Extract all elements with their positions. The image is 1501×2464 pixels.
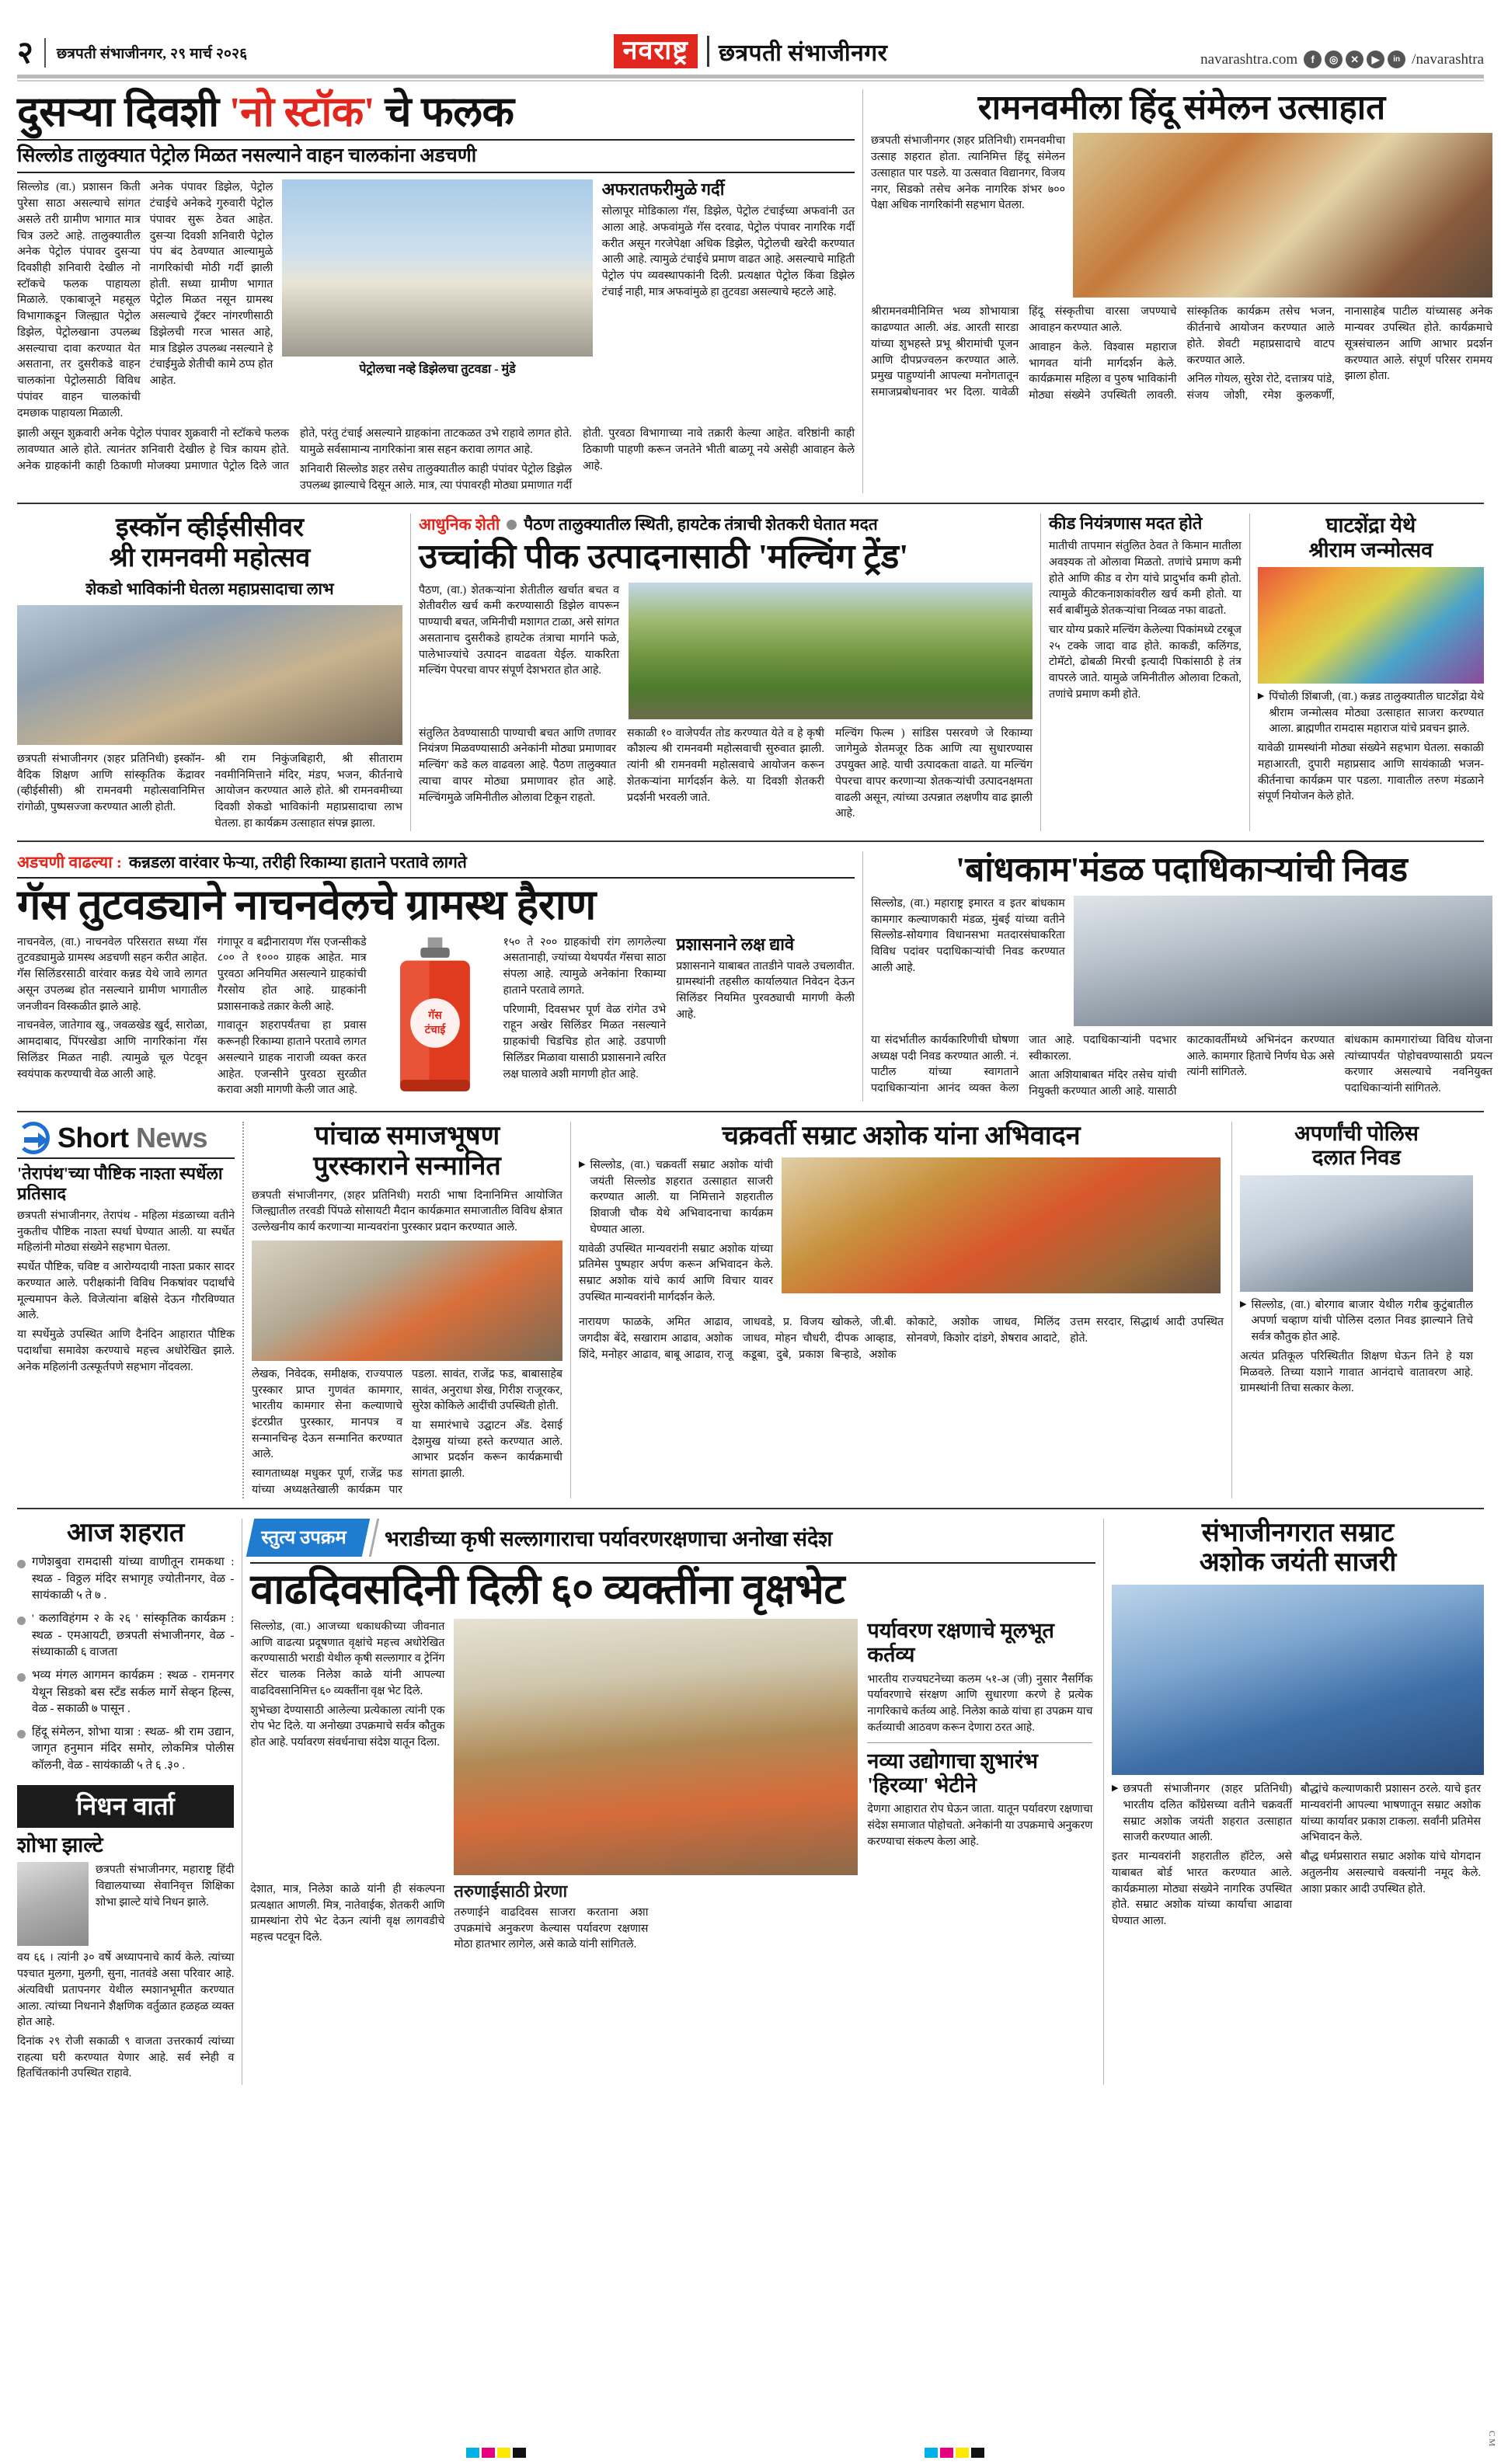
ramnavami-story — [871, 89, 1492, 493]
svg-text:टंचाई: टंचाई — [424, 1024, 445, 1037]
shortnews-column — [17, 1122, 235, 1498]
badge-slash-divider — [369, 1519, 379, 1557]
ashok-headline: चक्रवर्ती सम्राट अशोक यांना अभिवादन — [722, 1122, 1081, 1151]
edition-city: छत्रपती संभाजीनगर — [718, 40, 888, 66]
aparna-body — [1240, 1349, 1473, 1397]
mulching-field-photo — [629, 583, 1033, 719]
today-item-text: ' कलाविहंगम २ के २६ ' सांस्कृतिक कार्यक्रम : स्थळ - एमआयटी, छत्रपती संभाजीनगर, वेळ - संध्याकाळी ६ वाजता — [32, 1613, 235, 1658]
tree-headline: वाढदिवसदिनी दिली ६० व्यक्तींना वृक्षभेट — [250, 1565, 845, 1613]
lead-sidebar-heading: अफरातफरीमुळे गर्दी — [601, 179, 725, 200]
masthead-rule-thick — [17, 75, 1484, 78]
tree-para: तरुणाईने वाढदिवस साजरा करताना अशा उपक्रमांचे अनुकरण केल्यास पर्यावरण रक्षणास मोठा हातभार लागेल, असे काळे यांनी सांगितले. — [454, 1905, 649, 1951]
gas-para: गावातून शहरापर्यंतचा हा प्रवास करूनही रिकाम्या हाताने परतावे लागत असल्याने ग्राहक नाराजी व्यक्त करत आहेत. एजन्सीने पुरवठा सुरळीत करावा अशी मागणी केली जात आहे. — [217, 1019, 367, 1097]
svg-text:गॅस: गॅस — [427, 1009, 442, 1022]
iskcon-headline-1: इस्कॉन व्हीईसीसीवर — [116, 513, 304, 543]
reg-yellow — [956, 2448, 969, 2458]
iskcon-para: छत्रपती संभाजीनगर (शहर प्रतिनिधी) इस्कॉन-वैदिक शिक्षण आणि सांस्कृतिक केंद्रावर (व्हीईसीसी) श्री रामनवमी महोत्सवानिमित्त रांगोळी, पुष्पसज्जा करण्यात आली होती. — [17, 752, 205, 813]
gas-para: परिणामी, दिवसभर पूर्ण वेळ रांगेत उभे राहून अखेर सिलिंडर मिळत नसल्याने ग्राहकांची चिडचिड होत आहे. उडपाणी सिलिंडर मिळावा यासाठी प्रशासनाने त्वरित लक्ष घालावे अशी मागणी होत आहे. — [503, 1003, 667, 1081]
mulching-para: संतुलित ठेवण्यासाठी पाण्याची बचत आणि तणावर नियंत्रण मिळवण्यासाठी अनेकांनी मोठ्या प्रमाणावर मल्चिंग' कडे कल वाढवला आहे. पैठण तालुक्यात त्याचा वापर मोठ्या प्रमाणावर होत आहे. मल्चिंगमुळे जमिनीतील ओलावा टिकून राहतो. — [419, 726, 616, 804]
bandhkam-body-bottom — [871, 1032, 1492, 1100]
row-shortnews — [12, 1122, 1489, 1498]
column-separator-dotted — [242, 1122, 244, 1498]
today-list-item — [17, 1554, 234, 1604]
panchal-lead — [252, 1188, 562, 1236]
shortnews-body — [17, 1208, 235, 1375]
sambhaji-para: बौद्ध धर्मप्रसारात सम्राट अशोक यांचे योगदान अतुलनीय असल्याचे वक्त्यांनी नमूद केले. आशा प्रकार आदी उपस्थित होते. — [1301, 1850, 1482, 1895]
today-list-item — [17, 1611, 234, 1661]
sambhaji-byline-row — [1112, 1781, 1292, 1846]
lead-headline — [17, 89, 855, 134]
tree-para: देणगा आहारात रोप घेऊन जाता. यातून पर्यावरण रक्षणाचा संदेश समाजात पोहोचतो. अनेकांनी या उपक्रमाचे अनुकरण करण्याचा संकल्प केला आहे. — [867, 1803, 1093, 1848]
panchal-body — [252, 1366, 562, 1498]
panchal-para: लेखक, निवेदक, समीक्षक, राज्यपाल पुरस्कार प्राप्त गुणवंत कामगार, भारतीय कामगार सेना कल्याणाचे इंटरप्रीत पुरस्कार, मानपत्र व सन्मानचिन्ह देऊन सन्मानित करण्यात आले. — [252, 1367, 402, 1461]
mulching-body-bottom — [419, 726, 1033, 822]
bandhkam-para: बांधकाम कामगारांच्या विविध योजना त्यांच्यापर्यंत पोहोचवण्यासाठी प्रयत्न करणार असल्याचे नवनियुक्त पदाधिकाऱ्यांनी सांगितले. — [1344, 1033, 1492, 1095]
gas-side-heading: प्रशासनाने लक्ष द्यावे — [676, 934, 795, 954]
today-list-item — [17, 1724, 234, 1774]
gas-para: १५० ते २०० ग्राहकांची रांग लागलेल्या असतानाही, ज्यांच्या येथपर्यंत गॅसचा साठा संपला आहे. त्यामुळे अनेकांना रिकाम्या हाताने परतावे लागते. — [503, 935, 667, 997]
shortnews-para: या स्पर्धेमुळे उपस्थित आणि दैनंदिन आहारात पौष्टिक पदार्थांचा समावेश करण्याचे महत्त्व अधोरेखित झाले. अनेक महिलांनी उत्स्फूर्तपणे सहभाग नोंदवला. — [17, 1328, 235, 1373]
keed-story — [1049, 513, 1242, 831]
tree-badge — [246, 1519, 371, 1557]
ashok-body-bottom — [579, 1314, 1224, 1363]
obituary-name: शोभा झाल्टे — [17, 1832, 103, 1857]
ashok-jayanti-photo — [782, 1157, 1221, 1293]
gas-cylinder-block — [377, 934, 493, 1101]
lead-petrol-story — [17, 89, 855, 493]
x-twitter-icon[interactable]: ✕ — [1346, 50, 1363, 68]
ashok-para: ▶ सिल्लोड, (वा.) चक्रवर्ती सम्राट अशोक यांची जयंती सिल्लोड शहरात उत्साहात साजरी करण्यात आली. या निमित्ताने शहरातील शिवाजी चौक येथे अभिवादनाचा कार्यक्रम घेण्यात आला. — [590, 1158, 773, 1236]
mulching-para: मल्चिंग फिल्म ) सांडिस पसरवणे जे रिकाम्या जागेमुळे शेतमजूर ठिक आणि त्या सुधारण्यास उपयुक्त आहे. याची उत्पादकता वाढते. या मल्चिंग पेपरचा वापर करणाऱ्या शेतकऱ्यांची उत्पादनक्षमता वाढली असून, त्यांच्या उत्पन्नात लक्षणीय वाढ झाली आहे. — [835, 726, 1033, 820]
mulching-para: पैठण, (वा.) शेतकऱ्यांना शेतीतील खर्चात बचत व शेतीवरील खर्च कमी करण्यासाठी डिझेल वापरून पाण्याची बचत, जमिनीची मशागत टाळा, असे सांगत असतानाच दुसरीकडे हायटेक तंत्राचा मार्गाने फळे, पालेभाज्यांचे उत्पादन वाढवता येईल. याकरिता मल्चिंग पेपरचा वापर संपूर्ण देशभरात होत आहे. — [419, 583, 619, 677]
sambhaji-col-2 — [1301, 1781, 1481, 1933]
ghatshendra-para: ▶ पिंचोली शिंबाजी, (वा.) कन्नड तालुक्यातील घाटशेंद्रा येथे श्रीराम जन्मोत्सव मोठ्या उत्साहात साजरा करण्यात आला. ब्राह्मणीत रामदास महाराज यांचे प्रवचन झाले. — [1269, 690, 1484, 736]
iskcon-story — [17, 513, 402, 831]
shortnews-para: छत्रपती संभाजीनगर, तेरापंथ - महिला मंडळाच्या वतीने नुकतीच पौष्टिक नाश्ता स्पर्धा घेण्यात आली. या स्पर्धेत महिलांनी मोठ्या संख्येने सहभाग घेतला. — [17, 1209, 235, 1255]
website-url[interactable]: navarashtra.com — [1200, 50, 1298, 68]
reg-magenta — [940, 2448, 953, 2458]
tree-sub3-block — [454, 1881, 648, 1956]
keed-heading: कीड नियंत्रणास मदत होते — [1049, 513, 1203, 534]
edition-date: छत्रपती संभाजीनगर, २९ मार्च २०२६ — [56, 46, 248, 62]
aparna-byline-row — [1240, 1297, 1473, 1345]
lead-para: सिल्लोड (वा.) प्रशासन किती पुरेसा साठा असल्याचे सांगत असले तरी ग्रामीण भागात मात्र चित्र उलटे आहे. तालुक्यातील अनेक पेट्रोल पंपावर दुसऱ्या दिवशीही शनिवारी देखील नो स्टॉकचे फलक पाहायला मिळाले. एकाबाजूने महसूल विभागाकडून जिल्ह्यात पेट्रोल डिझेल, पेट्रोलखाना उपलब्ध असल्याचा दावा करण्यात येत असताना, तर दुसरीकडे वाहन चालकांना पेट्रोलसाठी विविध पंपांवर वाहन चालकांची दमछाक पाहायला मिळाली. — [17, 181, 141, 419]
obituary-heading: निधन वार्ता — [17, 1785, 234, 1828]
sambhaji-para: बौद्धांचे कल्याणकारी प्रशासन ठरले. याचे इतर मान्यवरांनी आपल्या भाषणातून सम्राट अशोक यांच्या कार्यावर प्रकाश टाकला. सर्वांनी प्रतिमेस अभिवादन केले. — [1301, 1783, 1482, 1844]
ramnavami-para: आवाहन केले. विश्वास महाराज भागवत यांनी मार्गदर्शन केले. कार्यक्रमास महिला व पुरुष भाविकांनी मोठ्या संख्येने उपस्थिती लावली. सांस्कृतिक कार्यक्रम तसेच भजन, कीर्तनाचे आयोजन करण्यात आले होते. शेवटी महाप्रसादाचे वाटप करण्यात आले. — [1029, 305, 1335, 402]
ramnavami-para: छत्रपती संभाजीनगर (शहर प्रतिनिधी) रामनवमीचा उत्साह शहरात होता. त्यानिमित्त हिंदू संमेलन उत्साहात पार पडले. या उत्सवात विद्यानगर, विजय नगर, सिडको तसेच अनेक नागरिक शंभर ७०० पेक्षा अधिक नागरिकांनी सहभाग घेतला. — [871, 134, 1065, 212]
gas-story — [17, 851, 855, 1101]
ramnavami-body-left — [871, 133, 1065, 298]
press-mark-label: CM — [1487, 2430, 1496, 2448]
sambhaji-col-1 — [1112, 1781, 1292, 1933]
aparna-police-photo — [1240, 1175, 1473, 1292]
gas-col-1 — [17, 934, 207, 1101]
masthead — [12, 14, 1489, 68]
ghatshendra-story — [1258, 513, 1484, 831]
registration-marks-right — [925, 2448, 984, 2458]
masthead-rule-thin — [17, 80, 1484, 82]
obituary-body-top — [96, 1862, 234, 1946]
obituary-body — [17, 1950, 234, 2082]
iskcon-hall-photo — [17, 605, 402, 745]
reg-black — [513, 2448, 526, 2458]
panchal-para: छत्रपती संभाजीनगर, (शहर प्रतिनिधी) मराठी भाषा दिनानिमित्त आयोजित जिल्ह्यातील तरवडी पिंपळे सोसायटी मैदान कार्यक्रमात समाजातील विविध क्षेत्रात उल्लेखनीय कार्य करणाऱ्या मान्यवरांना पुरस्कार प्रदान करण्यात आले. — [252, 1188, 562, 1234]
iskcon-deck: शेकडो भाविकांनी घेतला महाप्रसादाचा लाभ — [85, 579, 334, 598]
tree-badge-text: स्तुत्य उपक्रम — [261, 1527, 347, 1548]
today-heading: आज शहरात — [66, 1518, 185, 1547]
petrol-pump-photo — [282, 179, 592, 357]
lead-body-left — [17, 179, 273, 421]
today-list — [17, 1554, 234, 1774]
gas-headline: गॅस तुटवड्याने नाचनवेलचे ग्रामस्थ हैराण — [17, 882, 596, 929]
section-divider — [17, 503, 1484, 504]
bandhkam-para: सिल्लोड, (वा.) महाराष्ट्र इमारत व इतर बांधकाम कामगार कल्याणकारी मंडळ, मुंबई यांच्या वतीने सिल्लोड-सोयगाव विधानसभा मतदारसंघाकरिता विविध पदांवर पदाधिकाऱ्यांची निवड करण्यात आली आहे. — [871, 896, 1065, 974]
shortnews-logo — [17, 1122, 235, 1154]
gas-para: नाचनवेल, जातेगाव खु., जवळखेड खुर्द, सारोळा, आमदाबाद, पिंपरखेडा आणि नागरिकांना गॅस सिलिंडर मिळत नाही. त्यामुळे चूल पेटवून स्वयंपाक करण्याची वेळ आली आहे. — [17, 1019, 207, 1081]
tree-para: सिल्लोड, (वा.) आजच्या धकाधकीच्या जीवनात आणि वाढत्या प्रदूषणात वृक्षांचे महत्त्व अधोरेखित करण्यासाठी भराडी येथील कृषी सल्लागार व ट्रेनिंग सेंटर चालक निलेश काळे यांनी आपल्या वाढदिवसानिमित्त ६० व्यक्तींना वृक्ष भेट दिले. — [250, 1620, 445, 1697]
lead-sidebar — [602, 179, 855, 421]
sambhaji-ashok-headline-2: अशोक जयंती साजरी — [1199, 1548, 1397, 1578]
linkedin-icon[interactable]: in — [1388, 50, 1405, 68]
ashok-para: नारायण फाळके, अमित आढाव, जगदीश बेंदे, सखाराम आढाव, अशोक शिंदे, मनोहर आढाव, बाबू आढाव, राजू जाधवडे, प्र. विजय खोकले, जी.बी. जाधव, मोहन चौधरी, दीपक आव्हाड, कडूबा, दुबे, प्रकाश बिऱ्हाडे, अशोक कोकाटे, अशोक जाधव, मिलिंद सोनवणे, किशोर दांडगे, शेषराव आदाटे, उत्तम सरदार, सिद्धार्थ आदी उपस्थित होते. — [579, 1316, 1224, 1361]
facebook-icon[interactable]: f — [1304, 50, 1322, 68]
shortnews-logo-text — [57, 1122, 207, 1154]
masthead-divider — [44, 38, 46, 68]
row-bottom — [12, 1519, 1489, 2086]
rath-procession-photo — [1258, 567, 1484, 684]
gas-para: प्रशासनाने याबाबत तातडीने पावले उचलावीत. ग्रामस्थांनी तहसील कार्यालयात निवेदन देऊन सिलिंडर नियमित पुरवठ्याची मागणी केली आहे. — [676, 959, 855, 1021]
gas-col-3 — [503, 934, 666, 1101]
section-divider — [17, 1508, 1484, 1509]
tree-story — [250, 1519, 1095, 2086]
iskcon-body — [17, 751, 402, 832]
tree-para: देशात, मात्र, निलेश काळे यांनी ही संकल्पना प्रत्यक्षात आणली. मित्र, नातेवाईक, शेतकरी आणि ग्रामस्थांना रोपे भेट देऊन त्यांनी वृक्ष लागवडीचे महत्त्व पटवून दिले. — [250, 1882, 445, 1944]
column-separator — [862, 89, 863, 493]
gas-col-4 — [676, 934, 855, 1101]
tree-photo-block — [454, 1619, 858, 1875]
lead-photo-block — [282, 179, 592, 421]
masthead-left — [17, 37, 614, 68]
ashok-para: यावेळी उपस्थित मान्यवरांनी सम्राट अशोक यांच्या प्रतिमेस पुष्पहार अर्पण करून अभिवादन केले. सम्राट अशोक यांचे कार्य आणि विचार यावर उपस्थित मान्यवरांनी मार्गदर्शन केले. — [579, 1242, 773, 1303]
today-item-text: भव्य मंगल आगमन कार्यक्रम : स्थळ - रामनगर येथून सिडको बस स्टँड सर्कल मार्गे सेव्हन हिल्स, वेळ - सकाळी ७ पासून . — [32, 1669, 235, 1715]
lead-photo-caption: पेट्रोलचा नव्हे डिझेलचा तुटवडा - मुंडे — [359, 363, 516, 377]
page-number: २ — [17, 35, 33, 70]
masthead-right — [887, 50, 1484, 68]
bullet-dot-icon — [17, 1673, 26, 1682]
award-ceremony-photo — [252, 1241, 562, 1361]
ashok-body-left — [579, 1157, 773, 1309]
panchal-story — [252, 1122, 562, 1498]
aparna-headline-2: दलात निवड — [1312, 1146, 1401, 1170]
mulching-headline: उच्चांकी पीक उत्पादनासाठी 'मल्चिंग ट्रेंड' — [419, 538, 909, 576]
gas-cylinder-illustration — [388, 934, 482, 1101]
tree-subhead-2: नव्या उद्योगाचा शुभारंभ 'हिरव्या' भेटीने — [867, 1749, 1039, 1797]
column-separator — [862, 851, 863, 1101]
reg-black — [971, 2448, 984, 2458]
lead-para: शनिवारी सिल्लोड शहर तसेच तालुक्यातील काही पंपांवर पेट्रोल डिझेल उपलब्ध झाल्याचे दिसून आले. मात्र, त्या पंपावरही मोठ्या प्रमाणात गर्दी होती. पुरवठा विभागाच्या नावे तक्रारी केल्या आहेत. वरिष्ठांनी काही ठिकाणी पाहणी करून जनतेने भीती बाळगू नये असेही आवाहन केले आहे. — [300, 427, 855, 492]
column-separator — [1231, 1122, 1232, 1498]
iskcon-para: श्री राम निकुंजबिहारी, श्री सीताराम नवमीनिमित्ताने मंदिर, मंडप, भजन, कीर्तनाचे आयोजन करण्यात आले होते. श्री रामनवमीच्या दिवशी शेकडो भाविकांनी महाप्रसादाचा लाभ घेतला. हा कार्यक्रम उत्साहात संपन्न झाला. — [214, 752, 402, 830]
lead-para: झाली असून शुक्रवारी अनेक पेट्रोल पंपावर शुक्रवारी नो स्टॉकचे फलक लावण्यात आले होते. त्यानंतर शनिवारी देखील हे चित्र कायम होते. अनेक ग्राहकांनी काही ठिकाणी मोजक्या प्रमाणात पेट्रोल दिले जात होते, परंतु टंचाई असल्याने ग्राहकांना ताटकळत उभे राहावे लागत होते. यामुळे सर्वसामान्य नागरिकांना त्रास सहन करावा लागत आहे. — [17, 427, 572, 472]
bandhkam-photo-block — [1074, 896, 1492, 1026]
mulching-kicker-tag: आधुनिक शेती — [419, 515, 500, 534]
reg-cyan — [925, 2448, 938, 2458]
reg-yellow — [497, 2448, 510, 2458]
ashok-photo-block — [782, 1157, 1221, 1309]
section-divider — [17, 840, 1484, 842]
row-farming — [12, 513, 1489, 831]
aparna-headline-1: अपर्णांची पोलिस — [1294, 1122, 1419, 1146]
ghatshendra-byline-row — [1258, 689, 1484, 737]
obituary-para: दिनांक २९ रोजी सकाळी ९ वाजता उत्तरकार्य त्यांच्या राहत्या घरी करण्यात येणार आहे. सर्व स्नेही व हितचिंतकांनी उपस्थित राहावे. — [17, 2034, 235, 2080]
panchal-headline-2: पुरस्काराने सन्मानित — [313, 1151, 501, 1181]
tree-side-column — [867, 1619, 1092, 1875]
column-separator — [410, 513, 411, 831]
panchal-headline-1: पांचाळ समाजभूषण — [314, 1122, 500, 1151]
bandhkam-para: या संदर्भातील कार्यकारिणीची घोषणा अध्यक्ष पदी निवड करण्यात आली. नं. पाटील यांच्या स्वागताने पदाधिकाऱ्यांना आनंद व्यक्त केला जात आहे. पदाधिकाऱ्यांनी पदभार स्वीकारला. — [871, 1033, 1177, 1095]
tree-sub-body-1 — [867, 1672, 1092, 1736]
brand-logo: नवराष्ट्र — [614, 34, 698, 68]
sambhaji-para: इतर मान्यवरांनी शहरातील हॉटेल, असे याबाबत बोर्ड भारत करण्यात आले. कार्यक्रमाला मोठ्या संख्येने नागरिक उपस्थित होते. सम्राट अशोक यांच्या कार्याचा आढावा घेण्यात आला. — [1112, 1850, 1293, 1928]
mulching-kicker-text: पैठण तालुक्यातील स्थिती, हायटेक तंत्राची शेतकरी घेतात मदत — [524, 515, 878, 534]
minor-divider — [867, 1742, 1092, 1743]
row-gas — [12, 851, 1492, 1101]
instagram-icon[interactable]: ◎ — [1325, 50, 1343, 68]
lead-headline-part2: चे फलक — [385, 89, 514, 135]
shortnews-word-news: News — [136, 1122, 208, 1154]
today-item-text: हिंदू संमेलन, शोभा यात्रा : स्थळ- श्री राम उद्यान, जागृत हनुमान मंदिर समोर, लोकमित्र पोलीस कॉलनी, वेळ - सायंकाळी ५ ते ६ .३० . — [32, 1726, 235, 1772]
sambhaji-ashok-headline-1: संभाजीनगरात सम्राट — [1201, 1518, 1395, 1547]
reg-cyan — [466, 2448, 479, 2458]
bandhkam-body-left — [871, 896, 1065, 1026]
masthead-logo — [614, 34, 888, 68]
gas-kicker-text: कन्नडला वारंवार फेऱ्या, तरीही रिकाम्या हाताने परतावे लागते — [128, 853, 467, 872]
mulching-body-left — [419, 583, 619, 719]
left-bottom-column — [17, 1519, 234, 2086]
shortnews-para: स्पर्धेत पौष्टिक, चविष्ट व आरोग्यदायी नाश्ता प्रकार सादर करण्यात आले. परीक्षकांनी विविध निकषांवर पदार्थांचे मूल्यमापन केले. विजेत्यांना बक्षिसे देऊन गौरविण्यात आले. — [17, 1261, 235, 1322]
panchal-para: या समारंभाचे उद्घाटन अँड. देसाई देशमुख यांच्या हस्ते करण्यात आले. आभार प्रदर्शन करून कार्यक्रमाची सांगता झाली. — [412, 1419, 562, 1481]
mulching-story — [419, 513, 1033, 831]
shortnews-headline: 'तेरापंथ'च्या पौष्टिक नाश्ता स्पर्धेला प्रतिसाद — [17, 1164, 223, 1204]
row-farming-right — [1049, 513, 1484, 831]
social-handle[interactable]: /navarashtra — [1412, 50, 1485, 68]
column-separator — [570, 1122, 571, 1498]
bandhkam-story — [871, 851, 1492, 1101]
ashok-story — [579, 1122, 1224, 1498]
gas-kicker — [17, 851, 855, 879]
ramnavami-headline: रामनवमीला हिंदू संमेलन उत्साहात — [977, 89, 1386, 127]
social-icons — [1304, 50, 1405, 68]
ghatshendra-headline-1: घाटशेंद्रा येथे — [1325, 513, 1416, 538]
gas-para: गंगापूर व बद्रीनारायण गॅस एजन्सीकडे ८०० ते १००० ग्राहक आहेत. मात्र पुरवठा अनियमित असल्याने ग्राहकांची गैरसोय होत आहे. ग्राहकांनी प्रशासनाकडे तक्रार केली आहे. — [217, 935, 367, 1013]
today-item-text: गणेशबुवा रामदासी यांच्या वाणीतून रामकथा : स्थळ - विठ्ठल मंदिर सभागृह ज्योतीनगर, वेळ - सायंकाळी ५ ते ७ . — [32, 1556, 235, 1603]
tree-subhead-3: तरुणाईसाठी प्रेरणा — [454, 1881, 568, 1901]
aparna-story — [1240, 1122, 1473, 1498]
tree-kicker-text: भराडीच्या कृषी सल्लागाराचा पर्यावरणरक्षणाचा अनोखा संदेश — [384, 1526, 833, 1550]
tree-para: शुभेच्छा देण्यासाठी आलेल्या प्रत्येकाला त्यांनी एक रोप भेट दिले. या अनोख्या उपक्रमाचे सर्वत्र कौतुक होत आहे. पर्यावरण संवर्धनाचा संदेश यातून दिला. — [250, 1704, 445, 1749]
ghatshendra-body — [1258, 740, 1484, 805]
tree-body-left — [250, 1619, 444, 1875]
lead-sidebar-para: सोलापूर मोडिकाला गॅस, डिझेल, पेट्रोल टंचाईच्या अफवांनी उत आला आहे. अफवांमुळे गॅस दरवाढ, पेट्रोल पंपावर नागरिक गर्दी करीत असून गरजेपेक्षा अधिक डिझेल, पेट्रोलची खरेदी करण्यात आली आहे. त्यामुळे टंचाईचे प्रमाण वाढत आहे. असल्याचे माहिती पेट्रोल पंप व्यवस्थापकांनी दिली. प्रत्यक्षात पेट्रोल किंवा डिझेल टंचाई नाही, मात्र अफवांमुळे हा तुटवडा असल्याचे म्हटले आहे. — [601, 205, 855, 298]
section-divider — [17, 1111, 1484, 1112]
reg-magenta — [482, 2448, 495, 2458]
today-list-item — [17, 1668, 234, 1717]
ashok-byline-row — [579, 1157, 773, 1238]
ramnavami-procession-photo — [1073, 133, 1492, 298]
lead-headline-quote: 'नो स्टॉक' — [228, 89, 375, 135]
gas-col-2 — [218, 934, 367, 1101]
sambhaji-para: ▶ छत्रपती संभाजीनगर (शहर प्रतिनिधी) भारतीय दलित काँग्रेसच्या वतीने चक्रवर्ती सम्राट अशोक जयंती शहरात उत्साहात साजरी करण्यात आली. — [1123, 1783, 1293, 1844]
aparna-para: ▶ सिल्लोड, (वा.) बोरगाव बाजार येथील गरीब कुटुंबातील अपर्णा चव्हाण यांची पोलिस दलात निवड झाल्याने तिचे सर्वत्र कौतुक होत आहे. — [1251, 1298, 1473, 1344]
lead-subheadline: सिल्लोड तालुक्यात पेट्रोल मिळत नसल्याने वाहन चालकांना अडचणी — [17, 139, 855, 173]
ramnavami-body-bottom — [871, 304, 1492, 403]
tree-para: भारतीय राज्यघटनेच्या कलम ५१-अ (जी) नुसार नैसर्गिक पर्यावरणाचे संरक्षण आणि सुधारणा करणे हे प्रत्येक नागरिकाचे कर्तव्य आहे. निलेश काळे यांचा हा उपक्रम याच कर्तव्याची आठवण करून देणारा ठरत आहे. — [867, 1672, 1093, 1734]
tree-body-col-a — [250, 1881, 444, 1956]
gas-kicker-tag: अडचणी वाढल्या : — [17, 853, 122, 872]
panchal-para: स्वागताध्यक्ष मधुकर पूर्ण, राजेंद्र फड यांच्या अध्यक्षतेखाली कार्यक्रम पार पडला. सावंत, राजेंद्र फड, बाबासाहेब सावंत, अनुराधा शेख, गिरीश राजूरकर, सुरेश कोकिले आदींची उपस्थिती होती. — [252, 1367, 562, 1496]
mulching-para: सकाळी १० वाजेपर्यंत तोड करण्यात येते व हे कृषी कौशल्य श्री रामनवमी महोत्सवाची सुरुवात झाली. त्यांनी श्री रामनवमी महोत्सवाचे आयोजन करून शेतकऱ्यांना मार्गदर्शन केले. या दिवशी शेतकरी प्रदर्शनी भरवली जाते. — [627, 726, 824, 804]
column-separator — [1103, 1519, 1104, 2086]
logo-separator — [707, 36, 709, 67]
lead-headline-part1: दुसऱ्या दिवशी — [17, 89, 219, 135]
ramnavami-para: अनिल गोयल, सुरेश रोटे, दत्तात्रय पांडे, संजय जोशी, रमेश कुलकर्णी, नानासाहेब पाटील यांच्यासह अनेक मान्यवर उपस्थित होते. कार्यक्रमाचे सूत्रसंचालन आणि आभार प्रदर्शन करण्यात आले. संपूर्ण परिसर राममय झाला होता. — [1186, 305, 1492, 402]
mulching-photo-block — [629, 583, 1033, 719]
column-separator — [1249, 513, 1250, 831]
shortnews-arrow-icon — [17, 1122, 50, 1154]
ghatshendra-headline-2: श्रीराम जन्मोत्सव — [1308, 538, 1433, 562]
bandhkam-headline: 'बांधकाम'मंडळ पदाधिकाऱ्यांची निवड — [956, 851, 1408, 889]
ramnavami-para: श्रीरामनवमीनिमित्त भव्य शोभायात्रा काढण्यात आली. अंड. आरती सारडा यांच्या शुभहस्ते प्रभू श्रीरामांची पूजन आणि दीपप्रज्वलन करण्यात आले. प्रमुख पाहुण्यांनी आपल्या मनोगतातून समाजप्रबोधनावर भर दिला. यावेळी हिंदू संस्कृतीचा वारसा जपण्याचे आवाहन करण्यात आले. — [871, 305, 1177, 399]
officials-group-photo — [1074, 896, 1492, 1026]
shortnews-word-short: Short — [57, 1122, 129, 1154]
bandhkam-para: आता अशियाबाबत मंदिर तसेच यांची नियुक्ती करण्यात आली आहे. यासाठी काटकावर्तीमध्ये अभिनंदन करण्यात आले. कामगार हिताचे निर्णय घेऊ असे त्यांनी सांगितले. — [1029, 1033, 1335, 1098]
blue-flag-rally-photo — [1112, 1585, 1484, 1775]
keed-para: मातीची तापमान संतुलित ठेवत ते किमान मातीला अवश्यक तो ओलावा मिळतो. तणांचे प्रमाण कमी होते आणि कीड व रोग यांचे प्रादुर्भाव कमी होतो. त्यामुळे कीटकनाशकांवरील खर्च कमी होतो. या सर्व बाबींमुळे शेतकऱ्यांचा निव्वळ नफा वाढतो. — [1049, 540, 1242, 618]
bullet-dot-icon — [17, 1560, 26, 1568]
aparna-para: अत्यंत प्रतिकूल परिस्थितीत शिक्षण घेऊन तिने हे यश मिळवले. तिच्या यशाने गावात आनंदाचे वातावरण आहे. ग्रामस्थांनी तिचा सत्कार केला. — [1240, 1349, 1473, 1395]
registration-marks-left — [466, 2448, 526, 2458]
youtube-icon[interactable]: ▶ — [1367, 50, 1384, 68]
gas-para: नाचनवेल, (वा.) नाचनवेल परिसरात सध्या गॅस तुटवड्यामुळे ग्रामस्थ अडचणी सहन करीत आहेत. गॅस सिलिंडरसाठी वारंवार कन्नड येथे जावे लागत असून उपलब्ध होत नसल्याने ग्रामीण भागातील जनजीवन विस्कळीत झाले आहे. — [17, 935, 207, 1013]
obituary-para: छत्रपती संभाजीनगर, महाराष्ट्र हिंदी विद्यालयाच्या सेवानिवृत्त शिक्षिका शोभा झाल्टे यांचे निधन झाले. — [96, 1864, 235, 1909]
ramnavami-photo-block — [1073, 133, 1492, 298]
column-separator — [1040, 513, 1041, 831]
keed-para: चार योग्य प्रकारे मल्चिंग केलेल्या पिकांमध्ये टरबूज २५ टक्के जादा वाढ होते. काकडी, कलिंगड, टोमॅटो, ढोबळी मिरची इत्यादी पिकांसाठी हे तंत्र वापरले जाते. यामुळे जमिनीतील ओलावा टिकतो, तणांचे प्रमाण कमी होते. — [1049, 623, 1242, 701]
tree-sub-body-2 — [867, 1801, 1092, 1850]
obituary-portrait — [17, 1862, 89, 1946]
obituary-para: वय ६६ । त्यांनी ३० वर्षे अध्यापनाचे कार्य केले. त्यांच्या पश्चात मुलगा, मुलगी, सुना, नातवंडे असा परिवार आहे. अंत्यविधी प्रतापनगर येथील स्मशानभूमीत करण्यात आला. त्यांच्या निधनाने शैक्षणिक वर्तुळात हळहळ व्यक्त होत आहे. — [17, 1951, 235, 2029]
lead-para: अनेक पंपावर डिझेल, पेट्रोल टंचाईचे अनेकदे गुरुवारी पेट्रोल पंपावर सुरू ठेवत आहेत. दुसऱ्या दिवशी शनिवारी पेट्रोल पंप बंद ठेवण्यात आल्यामुळे नागरिकांची मोठी गर्दी झाली होती. सध्या ग्रामीण भागात पेट्रोल मिळत नसून ग्रामस्थ असल्याचे ट्रॅक्टर नांगरणीसाठी डिझेलची गरज भासत आहे, मात्र डिझेल उपलब्ध नसल्याने हे टंचाईमुळे शेतीची कामे ठप्प होत आहेत. — [149, 181, 273, 388]
tree-subhead-1: पर्यावरण रक्षणाचे मूलभूत कर्तव्य — [867, 1618, 1054, 1667]
tree-kicker-row — [250, 1519, 1095, 1557]
agri-shop-photo — [454, 1619, 858, 1875]
lead-body-bottom — [17, 426, 855, 493]
sambhaji-ashok-story — [1112, 1519, 1484, 2086]
bullet-dot-icon — [17, 1617, 26, 1625]
ghatshendra-para: यावेळी ग्रामस्थांनी मोठ्या संख्येने सहभाग घेतला. सकाळी महाआरती, दुपारी महाप्रसाद आणि सायंकाळी भजन-कीर्तनाचा कार्यक्रम पार पडला. गावातील तरुण मंडळाने संपूर्ण नियोजन केले होते. — [1257, 742, 1484, 803]
mulching-kicker — [419, 513, 1033, 535]
bullet-dot-icon — [507, 520, 517, 530]
row-lead — [12, 89, 1492, 493]
iskcon-headline-2: श्री रामनवमी महोत्सव — [109, 544, 311, 573]
bullet-dot-icon — [17, 1730, 26, 1738]
